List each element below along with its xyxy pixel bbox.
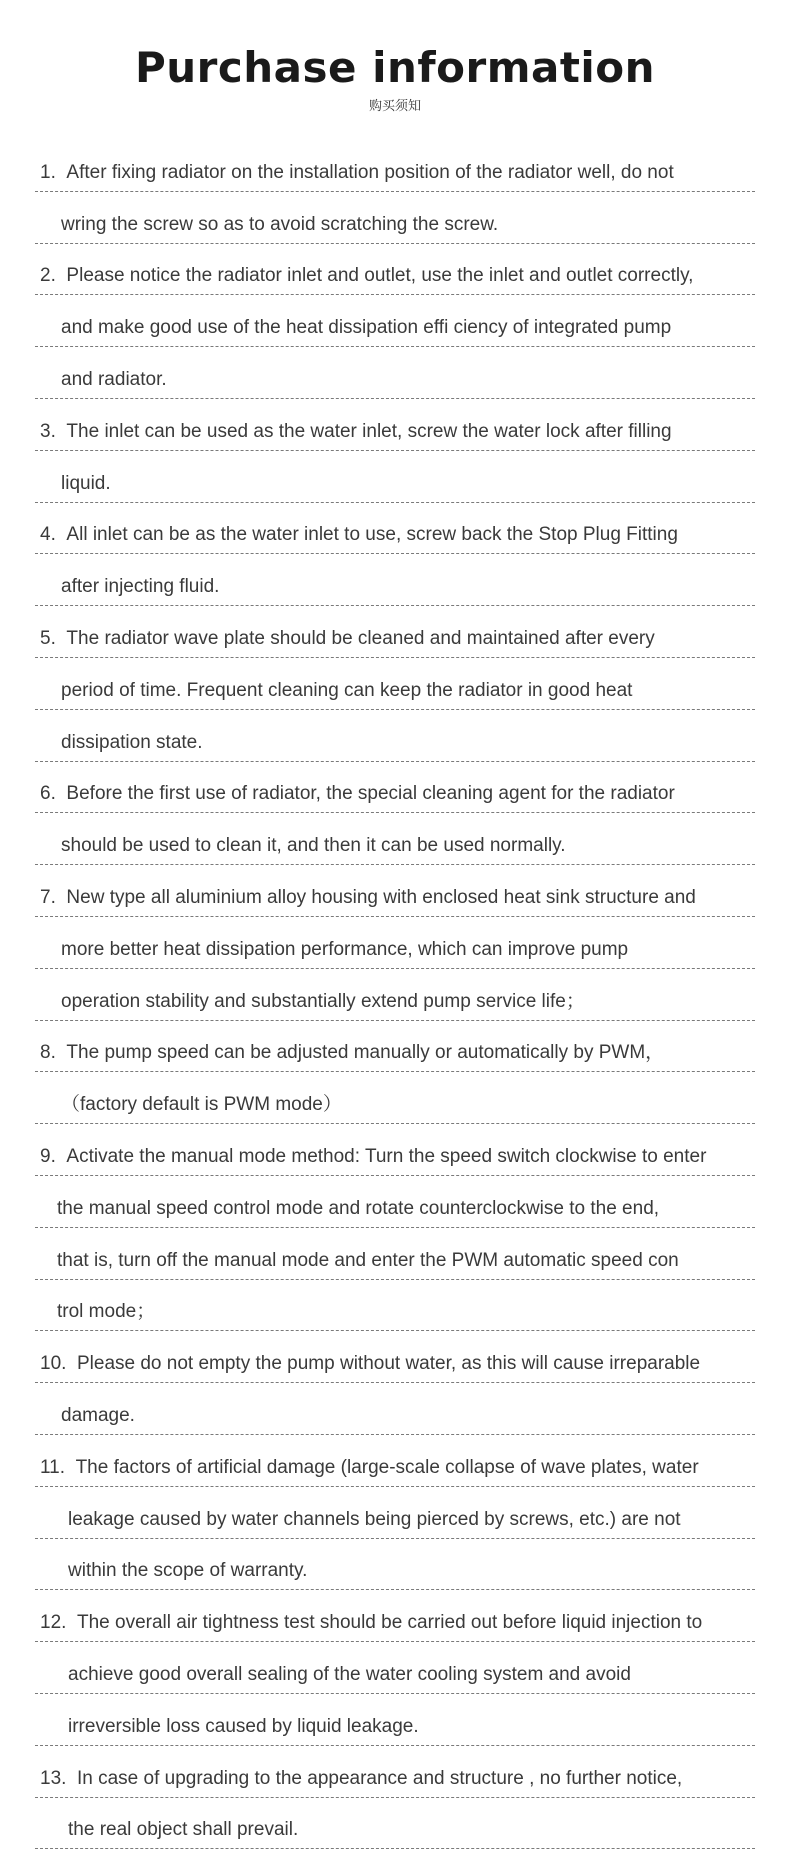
ruled-line <box>35 1280 755 1332</box>
ruled-line <box>35 1487 755 1539</box>
item-number: 3. <box>40 420 56 442</box>
ruled-line <box>35 1072 755 1124</box>
item-continuation-line: irreversible loss caused by liquid leakage. <box>68 1715 419 1737</box>
item-continuation-line: liquid. <box>61 472 111 494</box>
item-first-line <box>40 420 672 444</box>
item-continuation-line: leakage caused by water channels being pierced by screws, etc.) are not <box>68 1508 681 1530</box>
item-continuation-line: wring the screw so as to avoid scratching the screw. <box>61 213 499 235</box>
ruled-line <box>35 1746 755 1798</box>
item-number: 4. <box>40 524 56 546</box>
item-continuation-line: the real object shall prevail. <box>68 1819 299 1841</box>
item-continuation-line: more better heat dissipation performance, which can improve pump <box>61 938 629 960</box>
item-first-line <box>40 1456 699 1480</box>
item-number: 6. <box>40 783 56 805</box>
item-number: 12. <box>40 1612 67 1634</box>
item-continuation-line: within the scope of warranty. <box>68 1560 308 1582</box>
ruled-line <box>35 1539 755 1591</box>
ruled-line <box>35 969 755 1021</box>
item-text: All inlet can be as the water inlet to use, screw back the Stop Plug Fitting <box>66 524 678 546</box>
ruled-line <box>35 451 755 503</box>
ruled-line <box>35 1228 755 1280</box>
item-first-line <box>40 1767 682 1791</box>
item-first-line <box>40 1611 702 1635</box>
item-text: Before the first use of radiator, the special cleaning agent for the radiator <box>66 783 675 805</box>
ruled-line <box>35 658 755 710</box>
item-first-line <box>40 523 678 547</box>
ruled-line <box>35 1435 755 1487</box>
ruled-line <box>35 1124 755 1176</box>
item-text: New type all aluminium alloy housing with enclosed heat sink structure and <box>66 886 696 908</box>
ruled-line <box>35 399 755 451</box>
item-text: Activate the manual mode method: Turn the speed switch clockwise to enter <box>66 1145 707 1167</box>
item-number: 13. <box>40 1767 67 1789</box>
item-continuation-line: and make good use of the heat dissipation effi ciency of integrated pump <box>61 317 672 339</box>
item-first-line <box>40 782 675 806</box>
ruled-line <box>35 295 755 347</box>
item-text: The pump speed can be adjusted manually or automatically by PWM， <box>66 1042 665 1064</box>
item-first-line <box>40 886 696 910</box>
ruled-line <box>35 347 755 399</box>
item-continuation-line: trol mode； <box>57 1301 156 1323</box>
item-first-line <box>40 1352 700 1376</box>
ruled-line <box>35 1798 755 1850</box>
item-text: After fixing radiator on the installation position of the radiator well, do not <box>66 161 674 183</box>
page-subtitle: 购买须知 <box>368 99 421 114</box>
ruled-line <box>35 503 755 555</box>
ruled-line <box>35 865 755 917</box>
page-title: Purchase information <box>134 43 656 92</box>
item-continuation-line: should be used to clean it, and then it can be used normally. <box>61 835 566 857</box>
item-number: 5. <box>40 627 56 649</box>
item-continuation-line: after injecting fluid. <box>61 576 220 598</box>
ruled-line <box>35 140 755 192</box>
ruled-line <box>35 1590 755 1642</box>
item-text: The radiator wave plate should be cleaned and maintained after every <box>66 627 655 649</box>
item-continuation-line: operation stability and substantially extend pump service life； <box>61 990 585 1012</box>
item-first-line <box>40 264 693 288</box>
item-first-line <box>40 1145 706 1169</box>
item-continuation-line: period of time. Frequent cleaning can keep the radiator in good heat <box>61 679 633 701</box>
item-number: 9. <box>40 1145 56 1167</box>
ruled-line <box>35 1642 755 1694</box>
item-number: 2. <box>40 265 56 287</box>
ruled-line <box>35 192 755 244</box>
item-first-line <box>40 627 655 651</box>
item-text: The overall air tightness test should be carried out before liquid injection to <box>76 1612 703 1634</box>
ruled-line <box>35 1694 755 1746</box>
ruled-line <box>35 554 755 606</box>
item-first-line <box>40 1041 664 1065</box>
item-continuation-line: （factory default is PWM mode） <box>61 1094 342 1116</box>
item-number: 8. <box>40 1042 56 1064</box>
ruled-line <box>35 917 755 969</box>
item-text: Please do not empty the pump without water, as this will cause irreparable <box>76 1353 701 1375</box>
ruled-line <box>35 1331 755 1383</box>
item-continuation-line: achieve good overall sealing of the water cooling system and avoid <box>68 1663 631 1685</box>
item-first-line <box>40 161 674 185</box>
item-continuation-line: that is, turn off the manual mode and enter the PWM automatic speed con <box>57 1249 679 1271</box>
ruled-line <box>35 813 755 865</box>
item-text: The inlet can be used as the water inlet, screw the water lock after filling <box>66 420 672 442</box>
item-continuation-line: the manual speed control mode and rotate counterclockwise to the end, <box>57 1197 660 1219</box>
ruled-line <box>35 1383 755 1435</box>
item-text: Please notice the radiator inlet and outlet, use the inlet and outlet correctly, <box>66 265 694 287</box>
item-number: 7. <box>40 886 56 908</box>
item-text: The factors of artificial damage (large-scale collapse of wave plates, water <box>75 1456 699 1478</box>
ruled-line <box>35 710 755 762</box>
ruled-line <box>35 606 755 658</box>
ruled-line <box>35 244 755 296</box>
ruled-line <box>35 1021 755 1073</box>
item-text: In case of upgrading to the appearance and structure , no further notice, <box>76 1767 683 1789</box>
item-number: 10. <box>40 1353 67 1375</box>
purchase-notes-list <box>35 140 755 1849</box>
ruled-line <box>35 762 755 814</box>
item-continuation-line: and radiator. <box>61 368 167 390</box>
ruled-line <box>35 1176 755 1228</box>
item-continuation-line: dissipation state. <box>61 731 203 753</box>
item-number: 1. <box>40 161 56 183</box>
item-number: 11. <box>40 1456 66 1478</box>
item-continuation-line: damage. <box>61 1404 135 1426</box>
